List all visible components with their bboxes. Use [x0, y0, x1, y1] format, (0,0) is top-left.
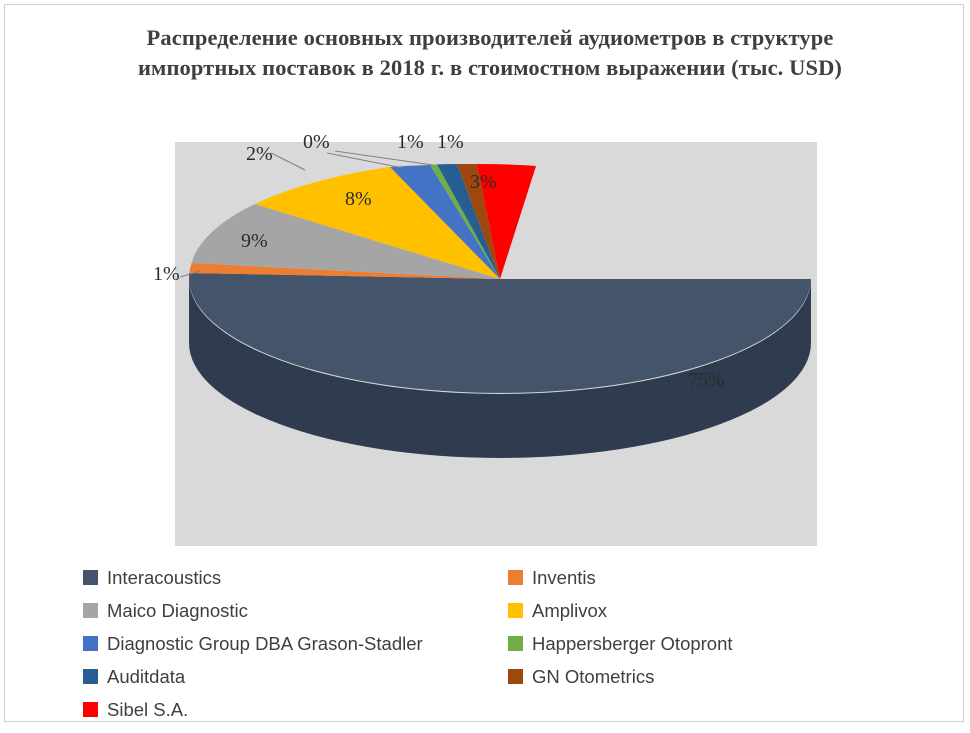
legend-item-auditdata[interactable]	[83, 660, 508, 693]
chart-container	[4, 4, 964, 722]
legend-label: Interacoustics	[107, 566, 222, 588]
legend-label: Happersberger Otopront	[532, 632, 733, 654]
data-label-happersberger: 0%	[303, 131, 330, 153]
legend-label: Sibel S.A.	[107, 698, 189, 720]
data-label-gn-otometrics: 1%	[437, 131, 464, 153]
chart-legend	[83, 561, 933, 720]
legend-label: Inventis	[532, 566, 596, 588]
legend-label: Amplivox	[532, 599, 608, 621]
legend-item-inventis[interactable]	[508, 561, 933, 594]
data-label-sibel: 3%	[470, 171, 497, 193]
legend-item-gn-otometrics[interactable]	[508, 660, 933, 693]
data-label-grason: 2%	[246, 143, 273, 165]
data-label-amplivox: 8%	[345, 188, 372, 210]
legend-item-diagnostic-group-dba-grason-stadler[interactable]	[83, 627, 508, 660]
data-label-maico: 9%	[241, 230, 268, 252]
data-label-interacoustics: 75%	[688, 369, 725, 391]
legend-label: Auditdata	[107, 665, 186, 687]
legend-swatch-icon	[508, 636, 523, 651]
legend-swatch-icon	[83, 636, 98, 651]
legend-swatch-icon	[508, 603, 523, 618]
legend-swatch-icon	[508, 570, 523, 585]
legend-item-maico-diagnostic[interactable]	[83, 594, 508, 627]
legend-row	[83, 561, 933, 594]
legend-row	[83, 660, 933, 693]
legend-swatch-icon	[508, 669, 523, 684]
legend-swatch-icon	[83, 702, 98, 717]
legend-swatch-icon	[83, 603, 98, 618]
legend-item-amplivox[interactable]	[508, 594, 933, 627]
legend-row	[83, 693, 933, 726]
legend-swatch-icon	[83, 570, 98, 585]
legend-label: GN Otometrics	[532, 665, 655, 687]
legend-item-empty	[508, 693, 933, 726]
data-label-auditdata: 1%	[397, 131, 424, 153]
legend-row	[83, 594, 933, 627]
leader-line-auditdata	[335, 151, 433, 165]
legend-swatch-icon	[83, 669, 98, 684]
legend-item-happersberger-otopront[interactable]	[508, 627, 933, 660]
legend-label: Diagnostic Group DBA Grason-Stadler	[107, 632, 423, 654]
legend-item-interacoustics[interactable]	[83, 561, 508, 594]
legend-label: Maico Diagnostic	[107, 599, 248, 621]
data-label-inventis: 1%	[153, 263, 180, 285]
legend-row	[83, 627, 933, 660]
chart-title: Распределение основных производителей аудиометров в структуре импортных поставок в 2018 г. в стоимостном выражении (тыс. USD)	[137, 25, 843, 80]
leader-line-grason	[271, 153, 305, 170]
legend-item-sibel-sa[interactable]	[83, 693, 508, 726]
